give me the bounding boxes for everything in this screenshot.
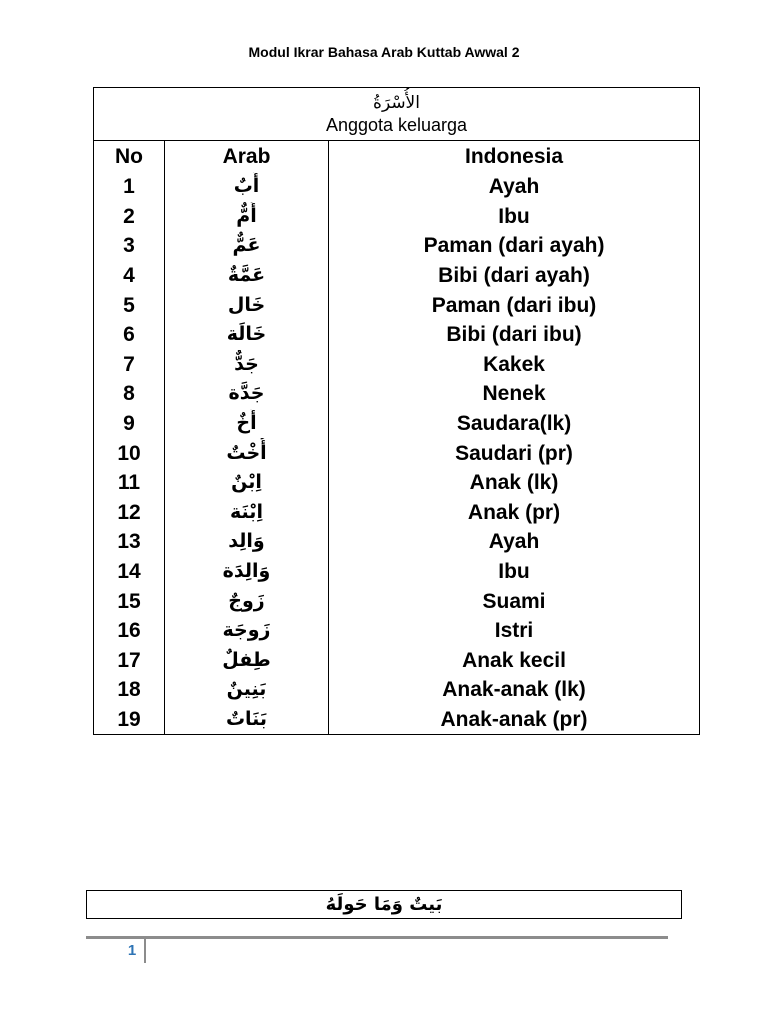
cell-arabic: وَالِد (165, 527, 329, 557)
document-header: Modul Ikrar Bahasa Arab Kuttab Awwal 2 (248, 44, 520, 60)
cell-indonesian: Paman (dari ayah) (329, 231, 700, 261)
cell-no: 8 (94, 379, 165, 409)
column-header-indonesia: Indonesia (329, 141, 700, 173)
cell-arabic: عَمَّةٌ (165, 261, 329, 291)
cell-indonesian: Nenek (329, 379, 700, 409)
cell-arabic: بَنِينٌ (165, 675, 329, 705)
table-row (94, 202, 700, 232)
table-title-arabic: الأُسْرَةُ (373, 93, 420, 113)
cell-indonesian: Kakek (329, 350, 700, 380)
cell-no: 19 (94, 705, 165, 735)
cell-no: 7 (94, 350, 165, 380)
footer-vertical-divider (144, 939, 146, 963)
table-row (94, 498, 700, 528)
table-title-indonesian: Anggota keluarga (325, 115, 468, 135)
table-row (94, 409, 700, 439)
cell-arabic: اِبْنٌ (165, 468, 329, 498)
cell-arabic: وَالِدَة (165, 557, 329, 587)
cell-indonesian: Anak kecil (329, 646, 700, 676)
cell-no: 15 (94, 586, 165, 616)
table-row (94, 557, 700, 587)
cell-no: 1 (94, 172, 165, 202)
cell-indonesian: Ayah (329, 527, 700, 557)
cell-arabic: أَبٌ (165, 172, 329, 202)
cell-arabic: أُخْتٌ (165, 438, 329, 468)
table-row (94, 675, 700, 705)
footer-divider (86, 936, 668, 939)
cell-no: 9 (94, 409, 165, 439)
cell-indonesian: Istri (329, 616, 700, 646)
cell-indonesian: Saudara(lk) (329, 409, 700, 439)
table-row (94, 438, 700, 468)
cell-arabic: اِبْنَة (165, 498, 329, 528)
cell-indonesian: Bibi (dari ayah) (329, 261, 700, 291)
cell-no: 3 (94, 231, 165, 261)
table-row (94, 468, 700, 498)
vocabulary-table-body (94, 88, 700, 735)
cell-indonesian: Ibu (329, 202, 700, 232)
table-title-row (94, 88, 700, 141)
cell-indonesian: Anak (lk) (329, 468, 700, 498)
cell-no: 17 (94, 646, 165, 676)
table-row (94, 231, 700, 261)
cell-arabic: طِفلٌ (165, 646, 329, 676)
cell-indonesian: Ibu (329, 557, 700, 587)
cell-indonesian: Bibi (dari ibu) (329, 320, 700, 350)
next-section-title: بَيتٌ وَمَا حَولَهُ (86, 890, 682, 919)
table-row (94, 261, 700, 291)
table-row (94, 379, 700, 409)
cell-arabic: خَال (165, 290, 329, 320)
cell-arabic: بَنَاتٌ (165, 705, 329, 735)
cell-no: 12 (94, 498, 165, 528)
cell-arabic: زَوجٌ (165, 586, 329, 616)
cell-arabic: زَوجَة (165, 616, 329, 646)
table-row (94, 320, 700, 350)
table-header-row (94, 141, 700, 173)
table-row (94, 586, 700, 616)
cell-no: 6 (94, 320, 165, 350)
cell-no: 10 (94, 438, 165, 468)
table-row (94, 290, 700, 320)
table-row (94, 350, 700, 380)
cell-arabic: جَدَّة (165, 379, 329, 409)
table-row (94, 527, 700, 557)
cell-no: 13 (94, 527, 165, 557)
cell-indonesian: Saudari (pr) (329, 438, 700, 468)
table-row (94, 705, 700, 735)
table-row (94, 646, 700, 676)
cell-no: 4 (94, 261, 165, 291)
cell-indonesian: Suami (329, 586, 700, 616)
cell-no: 11 (94, 468, 165, 498)
cell-arabic: جَدٌّ (165, 350, 329, 380)
cell-indonesian: Anak-anak (pr) (329, 705, 700, 735)
cell-no: 16 (94, 616, 165, 646)
cell-no: 2 (94, 202, 165, 232)
cell-indonesian: Ayah (329, 172, 700, 202)
column-header-no: No (94, 141, 165, 173)
cell-arabic: عَمٌّ (165, 231, 329, 261)
page-number: 1 (127, 942, 137, 959)
cell-arabic: خَالَة (165, 320, 329, 350)
cell-indonesian: Anak-anak (lk) (329, 675, 700, 705)
vocabulary-table (93, 87, 700, 735)
table-row (94, 172, 700, 202)
cell-indonesian: Anak (pr) (329, 498, 700, 528)
cell-arabic: أُمٌّ (165, 202, 329, 232)
cell-no: 14 (94, 557, 165, 587)
cell-indonesian: Paman (dari ibu) (329, 290, 700, 320)
table-title-cell (94, 88, 700, 141)
column-header-arab: Arab (165, 141, 329, 173)
cell-no: 18 (94, 675, 165, 705)
cell-arabic: أَخٌ (165, 409, 329, 439)
table-row (94, 616, 700, 646)
cell-no: 5 (94, 290, 165, 320)
